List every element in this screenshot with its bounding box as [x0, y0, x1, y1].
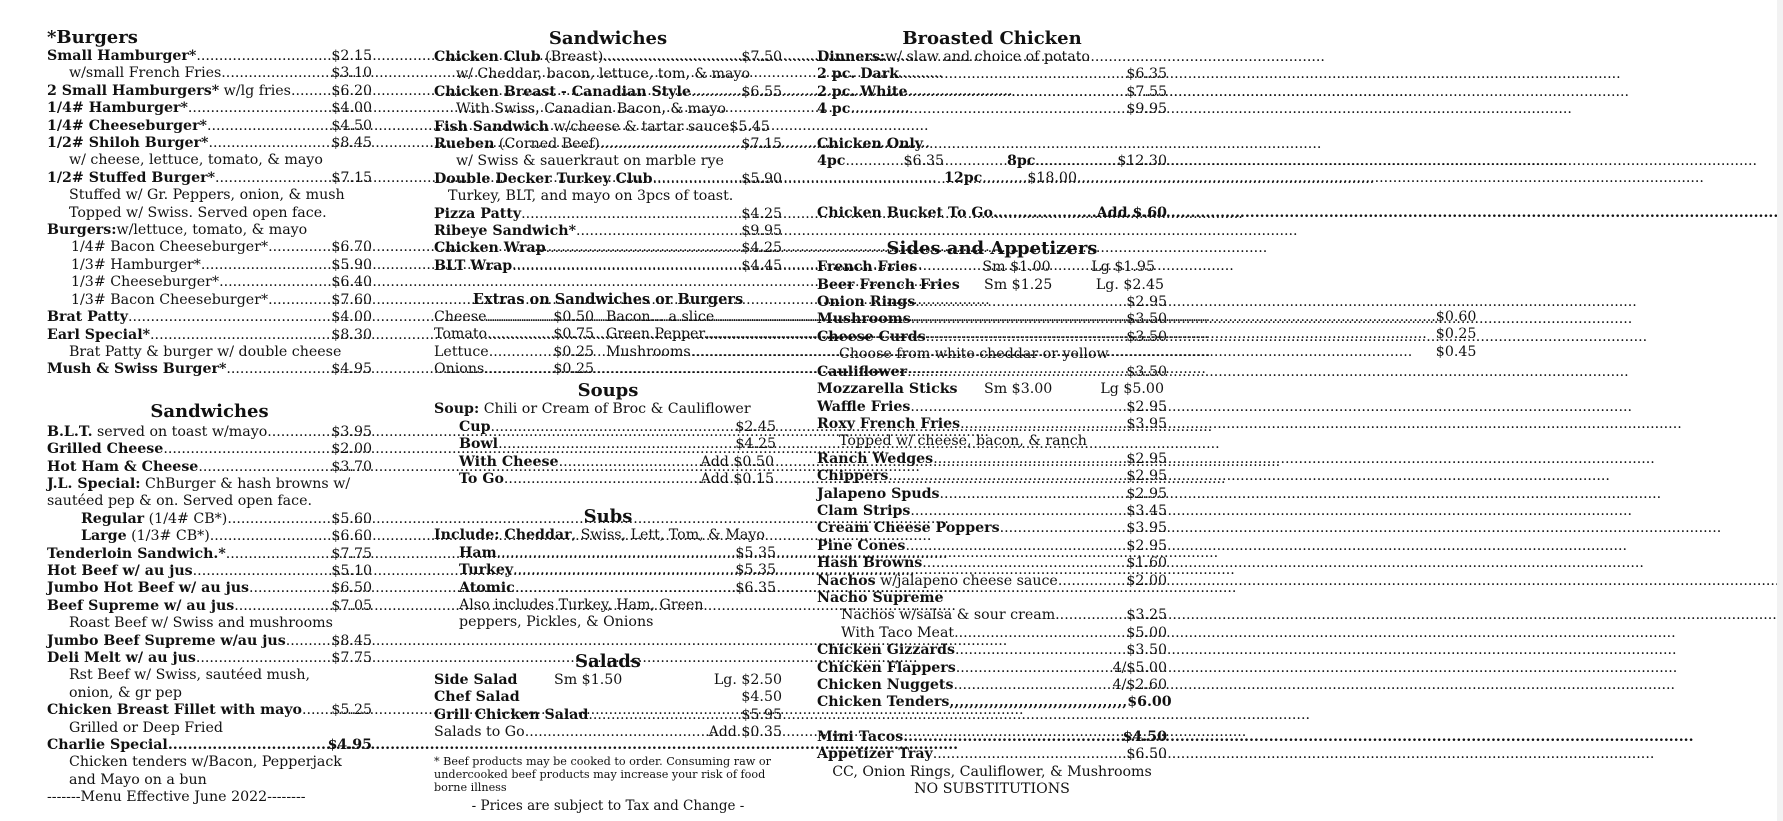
menu-item: Grill Chicken Salad ..... $5.95: [434, 707, 782, 724]
extras-title: Extras on Sandwiches or Burgers: [472, 291, 744, 309]
menu-item: Chicken Breast - Canadian Style ..... $6.55: [434, 84, 782, 101]
menu-item: Clam Strips ..... $3.45: [817, 503, 1167, 520]
menu-item: B.L.T. served on toast w/mayo ..... $3.95: [47, 424, 372, 441]
menu-item: 1/2# Stuffed Burger* ..... $7.15: [47, 170, 372, 187]
item-description: Topped w/ Swiss. Served open face.: [69, 204, 327, 221]
subs-list: [434, 545, 776, 632]
item-description: w/ cheese, lettuce, tomato, & mayo: [69, 152, 323, 169]
menu-item: Chicken Breast Fillet with mayo ..... $5.25: [47, 702, 372, 719]
menu-item: Nachos w/salsa & sour cream ..... $3.25: [817, 607, 1167, 624]
menu-item: 8pc ..... $12.30: [1007, 153, 1167, 170]
salads-title: Salads: [575, 650, 641, 672]
menu-item: Chicken Gizzards ..... $3.50: [817, 642, 1167, 659]
item-description: sautéed pep & on. Served open face.: [47, 493, 312, 510]
chicken-only-title: Chicken Only: [817, 135, 924, 152]
menu-item: Nachos w/jalapeno cheese sauce ..... $2.00: [817, 573, 1167, 590]
menu-item: Cream Cheese Poppers ..... $3.95: [817, 520, 1167, 537]
menu-item: Jumbo Hot Beef w/ au jus ..... $6.50: [47, 580, 372, 597]
menu-item: Roxy French Fries ..... $3.95: [817, 416, 1167, 433]
item-description: CC, Onion Rings, Cauliflower, & Mushrooms: [832, 763, 1152, 780]
menu-item: 1/3# Cheeseburger* ..... $6.40: [47, 274, 372, 291]
sides-title: Sides and Appetizers: [886, 238, 1098, 260]
item-description: Brat Patty & burger w/ double cheese: [69, 343, 342, 360]
menu-item: 2 pc. White ..... $7.55: [817, 84, 1167, 101]
dinners-description: Dinners:w/ slaw and choice of potato: [817, 49, 1090, 65]
menu-item: French Fries Sm $1.00 Lg $1.95: [817, 259, 1155, 276]
menu-item: Appetizer Tray ..... $6.50: [817, 746, 1167, 763]
menu-item: Hot Beef w/ au jus ..... $5.10: [47, 563, 372, 580]
extra-item: Green Pepper ..... $0.25: [606, 326, 1476, 343]
menu-item: Grilled Cheese ..... $2.00: [47, 441, 372, 458]
menu-item: Chicken Tenders,,,,,,,,,,,,,,,,,,,,,,,,,,,,,,,,,,,, $6.00: [817, 694, 1172, 711]
menu-item: With Taco Meat ..... $5.00: [817, 625, 1167, 642]
scrollbar[interactable]: [1777, 0, 1783, 821]
subs-note: peppers, Pickles, & Onions: [459, 614, 654, 631]
soups-description: Soup: Chili or Cream of Broc & Cauliflower: [434, 401, 751, 418]
extra-item: Cheese ..... $0.50: [434, 309, 594, 326]
sandwiches-left-title: Sandwiches: [150, 400, 269, 422]
menu-item: Atomic ..... $6.35: [459, 580, 776, 597]
menu-item: With Cheese ..... Add $0.50: [459, 454, 774, 471]
menu-item: Small Hamburger* ..... $2.15: [47, 48, 372, 65]
footnote-beef: * Beef products may be cooked to order. Consuming raw or: [434, 755, 772, 769]
soups-list: [434, 419, 776, 489]
menu-item: Rueben (Corned Beef) ..... $7.15: [434, 136, 782, 153]
menu-item: Jumbo Beef Supreme w/au jus ..... $8.45: [47, 633, 372, 650]
menu-item: Pizza Patty ..... $4.25: [434, 206, 782, 223]
menu-item: BLT Wrap ..... $4.45: [434, 258, 782, 275]
menu-effective-date: -------Menu Effective June 2022--------: [47, 789, 306, 806]
menu-item: Chicken Bucket To Go ..... Add $.60: [817, 205, 1167, 222]
column-right: [817, 28, 1172, 798]
soups-title: Soups: [577, 380, 639, 402]
menu-item: 2 Small Hamburgers* w/lg fries ..... $6.20: [47, 83, 372, 100]
item-description: With Swiss, Canadian Bacon, & mayo: [456, 101, 726, 118]
item-description: Rst Beef w/ Swiss, sautéed mush,: [69, 667, 311, 684]
menu-item: Chicken Club (Breast) ..... $7.50: [434, 49, 782, 66]
footnote-beef: undercooked beef products may increase your risk of food: [434, 768, 766, 781]
menu-item: 4 pc ..... $9.95: [817, 101, 1167, 118]
menu-item: 1/4# Cheeseburger* ..... $4.50: [47, 118, 372, 135]
menu-item: Mush & Swiss Burger* ..... $4.95: [47, 361, 372, 378]
item-description: Choose from white cheddar or yellow: [839, 346, 1109, 363]
menu-item: 1/2# Shiloh Burger* ..... $8.45: [47, 135, 372, 152]
menu-item: Double Decker Turkey Club ..... $5.90: [434, 171, 782, 188]
menu-item: 12pc ..... $18.00: [817, 170, 1077, 187]
menu-item: Tenderloin Sandwich.* ..... $7.75: [47, 546, 372, 563]
sandwiches-mid-title: Sandwiches: [548, 28, 668, 49]
menu-item: Fish Sandwich w/cheese & tartar sauce$5.45: [434, 118, 770, 135]
menu-item: Large (1/3# CB*) ..... $6.60: [47, 528, 372, 545]
menu-item: Salads to Go ..... Add $0.35: [434, 724, 782, 741]
menu-item: Waffle Fries ..... $2.95: [817, 399, 1167, 416]
item-description: onion, & gr pep: [69, 684, 182, 701]
menu-item: Brat Patty ..... $4.00: [47, 309, 372, 326]
menu-item: Jalapeno Spuds ..... $2.95: [817, 486, 1167, 503]
menu-item: 1/4# Hamburger* ..... $4.00: [47, 100, 372, 117]
menu-item: Chicken Wrap ..... $4.25: [434, 240, 782, 257]
menu-item: 1/3# Hamburger* ..... $5.90: [47, 257, 372, 274]
broasted-title: Broasted Chicken: [902, 28, 1082, 49]
menu-item: Deli Melt w/ au jus ..... $7.75: [47, 650, 372, 667]
item-description: Grilled or Deep Fried: [69, 719, 223, 736]
item-description: Turkey, BLT, and mayo on 3pcs of toast.: [448, 188, 734, 205]
menu-item: Cauliflower ..... $3.50: [817, 364, 1167, 381]
item-description: w/ Swiss & sauerkraut on marble rye: [456, 153, 724, 170]
subs-include: Include: Cheddar, Swiss, Lett, Tom, & Mayo: [434, 527, 765, 544]
extra-item: Tomato ..... $0.75: [434, 326, 594, 343]
menu-item: Charlie Special ..... $4.95: [47, 737, 372, 754]
subs-note: Also includes Turkey, Ham, Green: [459, 596, 704, 613]
menu-item: Beef Supreme w/ au jus ..... $7.05: [47, 598, 372, 615]
extra-item: Lettuce ..... $0.25: [434, 344, 594, 361]
item-description: Chicken tenders w/Bacon, Pepperjack: [69, 754, 342, 771]
menu-item: Chicken Nuggets ..... 4/$2.60: [817, 677, 1167, 694]
menu-item: Pine Cones ..... $2.95: [817, 538, 1167, 555]
menu-item: Side Salad Sm $1.50 Lg. $2.50: [434, 671, 782, 688]
extra-item: Bacon... a slice ..... $0.60: [606, 309, 1476, 326]
menu-item: Regular (1/4# CB*) ..... $5.60: [47, 511, 372, 528]
menu-item: Ham ..... $5.35: [459, 545, 776, 562]
menu-item: Turkey ..... $5.35: [459, 562, 776, 579]
menu-item: Mozzarella Sticks Sm $3.00 Lg $5.00: [817, 381, 1164, 398]
menu-item: To Go ..... Add $0.15: [459, 471, 774, 488]
menu-item: Beer French Fries Sm $1.25 Lg. $2.45: [817, 276, 1164, 293]
column-left: [47, 28, 372, 807]
burgers-subheading: Burgers:w/lettuce, tomato, & mayo: [47, 222, 308, 239]
menu-item: Cheese Curds ..... $3.50: [817, 329, 1167, 346]
menu-item: 1/4# Bacon Cheeseburger* ..... $6.70: [47, 239, 372, 256]
extras-left: [434, 309, 594, 379]
burgers-title: *Burgers: [47, 27, 138, 48]
menu-item: Chef Salad $4.50: [434, 689, 782, 706]
item-description: and Mayo on a bun: [69, 771, 207, 788]
item-description: Roast Beef w/ Swiss and mushrooms: [69, 615, 333, 632]
subs-title: Subs: [583, 506, 633, 528]
menu-item: Mushrooms ..... $3.50: [817, 311, 1167, 328]
footnote-prices: - Prices are subject to Tax and Change -: [471, 798, 745, 815]
menu-item: Ranch Wedges ..... $2.95: [817, 451, 1167, 468]
menu-item: Chicken Flappers ..... 4/$5.00: [817, 660, 1167, 677]
menu-item: Hot Ham & Cheese ..... $3.70: [47, 459, 372, 476]
item-description: Stuffed w/ Gr. Peppers, onion, & mush: [69, 187, 345, 204]
menu-item: 1/3# Bacon Cheeseburger* ..... $7.60: [47, 292, 372, 309]
menu-item: Cup ..... $2.45: [459, 419, 776, 436]
menu-item: Earl Special* ..... $8.30: [47, 327, 372, 344]
footnote-beef: borne illness: [434, 780, 507, 794]
extra-item: Mushrooms ..... $0.45: [606, 344, 1476, 361]
chicken-only-row: [817, 153, 1167, 170]
nacho-supreme-title: Nacho Supreme: [817, 589, 944, 606]
menu-item: J.L. Special: ChBurger & hash browns w/: [47, 475, 351, 492]
menu-item: w/small French Fries ..... $3.10: [47, 65, 372, 82]
menu-item: Mini Tacos ..... $4.50: [817, 729, 1167, 746]
menu-item: 4pc ..... $6.35: [817, 153, 975, 170]
extra-item: Onions ..... $0.25: [434, 361, 594, 378]
menu-item: 2 pc. Dark ..... $6.35: [817, 66, 1167, 83]
menu-item: Ribeye Sandwich* ..... $9.95: [434, 223, 782, 240]
item-description: w/ Cheddar, bacon, lettuce, tom, & mayo: [456, 66, 751, 83]
menu-item: Chippers ..... $2.95: [817, 468, 1167, 485]
item-description: Topped w/ cheese, bacon, & ranch: [839, 433, 1087, 450]
menu-item: Hash Browns ..... $1.60: [817, 555, 1167, 572]
item-description: NO SUBSTITUTIONS: [914, 781, 1070, 798]
menu-item: Bowl ..... $4.25: [459, 436, 776, 453]
menu-item: Onion Rings ..... $2.95: [817, 294, 1167, 311]
